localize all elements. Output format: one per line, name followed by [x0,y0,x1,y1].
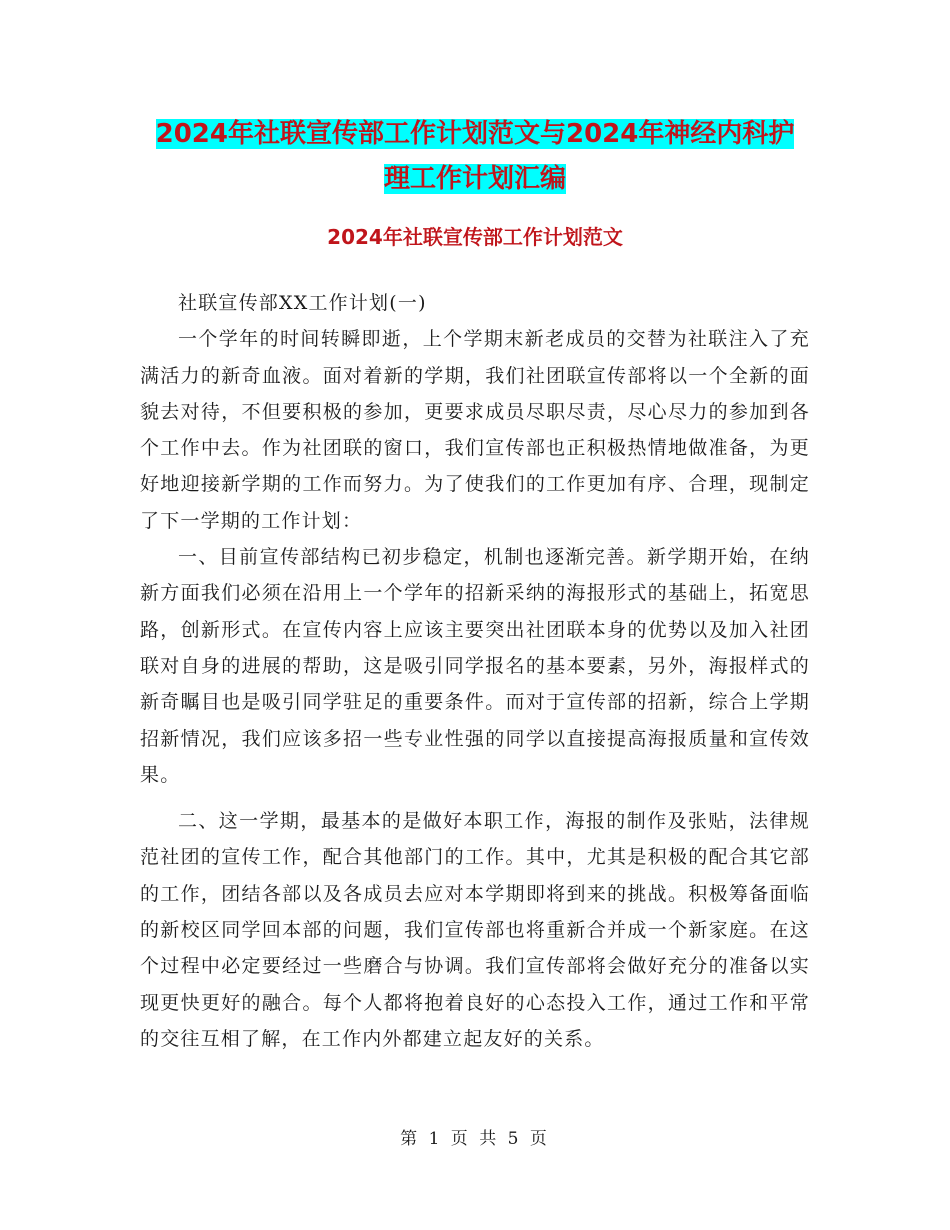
title-line-1: 2024年社联宣传部工作计划范文与2024年神经内科护 [155,119,795,149]
section-title: 2024年社联宣传部工作计划范文 [327,225,623,249]
document-title [130,112,820,202]
document-body [140,285,810,1057]
paragraph-subtitle: 社联宣传部XX工作计划(一) [178,292,427,314]
title-line-2: 理工作计划汇编 [383,164,566,194]
page-number-footer: 第 1 页 共 5 页 [400,1129,550,1149]
paragraph-item-2: 二、这一学期，最基本的是做好本职工作，海报的制作及张贴，法律规范社团的宣传工作，配合其他部门的工作。其中，尤其是积极的配合其它部的工作，团结各部以及各成员去应对本学期即将到来的挑战。积极筹备面临的新校区同学回本部的问题，我们宣传部也将重新合并成一个新家庭。在这个过程中必定要经过一些磨合与协调。我们宣传部将会做好充分的准备以实现更快更好的融合。每个人都将抱着良好的心态投入工作，通过工作和平常的交往互相了解，在工作内外都建立起友好的关系。 [140,810,810,1050]
paragraph-intro: 一个学年的时间转瞬即逝，上个学期末新老成员的交替为社联注入了充满活力的新奇血液。面对着新的学期，我们社团联宣传部将以一个全新的面貌去对待，不但要积极的参加，更要求成员尽职尽责，尽心尽力的参加到各个工作中去。作为社团联的窗口，我们宣传部也正积极热情地做准备，为更好地迎接新学期的工作而努力。为了使我们的工作更加有序、合理，现制定了下一学期的工作计划： [140,328,810,532]
paragraph-item-1: 一、目前宣传部结构已初步稳定，机制也逐渐完善。新学期开始，在纳新方面我们必须在沿用上一个学年的招新采纳的海报形式的基础上，拓宽思路，创新形式。在宣传内容上应该主要突出社团联本身的优势以及加入社团联对自身的进展的帮助，这是吸引同学报名的基本要素，另外，海报样式的新奇瞩目也是吸引同学驻足的重要条件。而对于宣传部的招新，综合上学期招新情况，我们应该多招一些专业性强的同学以直接提高海报质量和宣传效果。 [140,546,810,786]
